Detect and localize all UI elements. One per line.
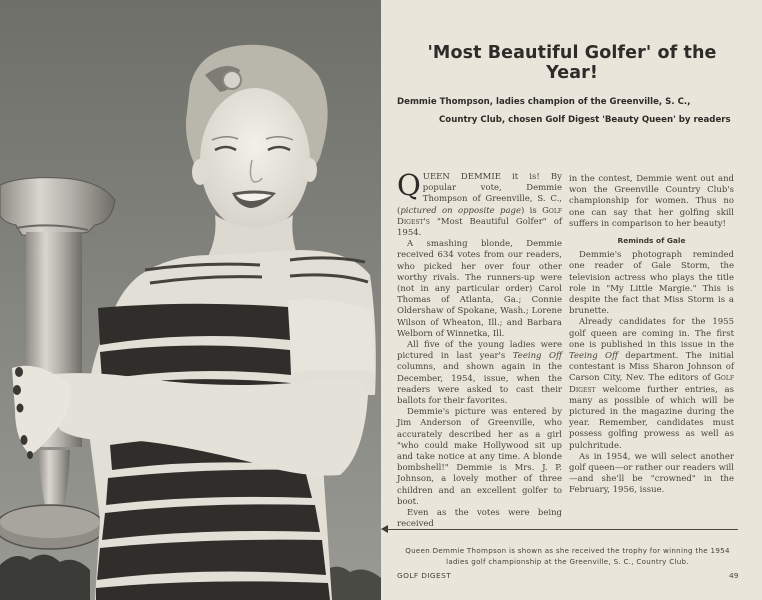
lead-in: UEEN DEMMIE it is! bbox=[422, 172, 540, 182]
article-column-2 bbox=[569, 174, 734, 497]
paragraph: Demmie's picture was entered by Jim Anderson of Greenville, who accurately described her as a girl "who could make Hollywood sit up and take notice at any time. A blonde bombshell!" Demmie is Mrs. J. P. Johnson, a lovely mother of three children and an excellent golfer to boot. bbox=[397, 407, 562, 507]
article-title: 'Most Beautiful Golfer' of the Year! bbox=[427, 43, 717, 83]
publication-name: GOLF DIGEST bbox=[397, 571, 452, 580]
caption-pointer-rule bbox=[383, 529, 738, 530]
paragraph: All five of the young ladies were pictured in last year's Teeing Off columns, and shown again in the December, 1954, issue, when the readers were asked to cast their ballots for their favorites. bbox=[397, 340, 562, 407]
section-heading: Reminds of Gale bbox=[617, 236, 686, 246]
paragraph: in the contest, Demmie went out and won the Greenville Country Club's championship for women. Thus no one can say that her golfing skill suffers in comparison to her beauty! bbox=[569, 174, 734, 229]
article-column-1 bbox=[397, 168, 562, 531]
paragraph: Already candidates for the 1955 golf queen are coming in. The first one is published in this issue in the Teeing Off department. The initial contestant is Miss Sharon Johnson of Carson City, Nev. The editors of Golf Digest welcome further entries, as many as possible of which will be pictured in the magazine during the year. Remember, candidates must possess golfing prowess as well as pulchritude. bbox=[569, 317, 734, 451]
paragraph: QUEEN DEMMIE it is! By popular vote, Demmie Thompson of Greenville, S. C., (pictured on opposite page) is Golf Digest's "Most Beautiful Golfer" of 1954. bbox=[397, 168, 562, 239]
article-subtitle-line-2: Country Club, chosen Golf Digest 'Beauty Queen' by readers bbox=[439, 115, 731, 125]
paragraph: A smashing blonde, Demmie received 634 votes from our readers, who picked her over four other worthy rivals. The runners-up were (not in any particular order) Carol Thomas of Atlanta, Ga.; Connie Oldershaw of Spokane, Wash.; Lorene Wilson of Wheaton, Ill.; and Barbara Welborn of Winnetka, Ill. bbox=[397, 239, 562, 339]
photo-caption: Queen Demmie Thompson is shown as she received the trophy for winning the 1954 ladies golf championship at the Greenville, S. C., Country Club. bbox=[405, 546, 730, 566]
paragraph: As in 1954, we will select another golf queen—or rather our readers will—and she'll be "crowned" in the February, 1956, issue. bbox=[569, 451, 734, 496]
drop-cap: Q bbox=[397, 168, 421, 202]
page-number: 49 bbox=[729, 571, 739, 580]
article-subtitle-line-1: Demmie Thompson, ladies champion of the Greenville, S. C., bbox=[397, 97, 691, 107]
article-page bbox=[381, 0, 762, 600]
paragraph: Even as the votes were being received bbox=[397, 508, 562, 530]
paragraph: Demmie's photograph reminded one reader of Gale Storm, the television actress who plays the title role in "My Little Margie." This is despite the fact that Miss Storm is a brunette. bbox=[569, 250, 734, 317]
